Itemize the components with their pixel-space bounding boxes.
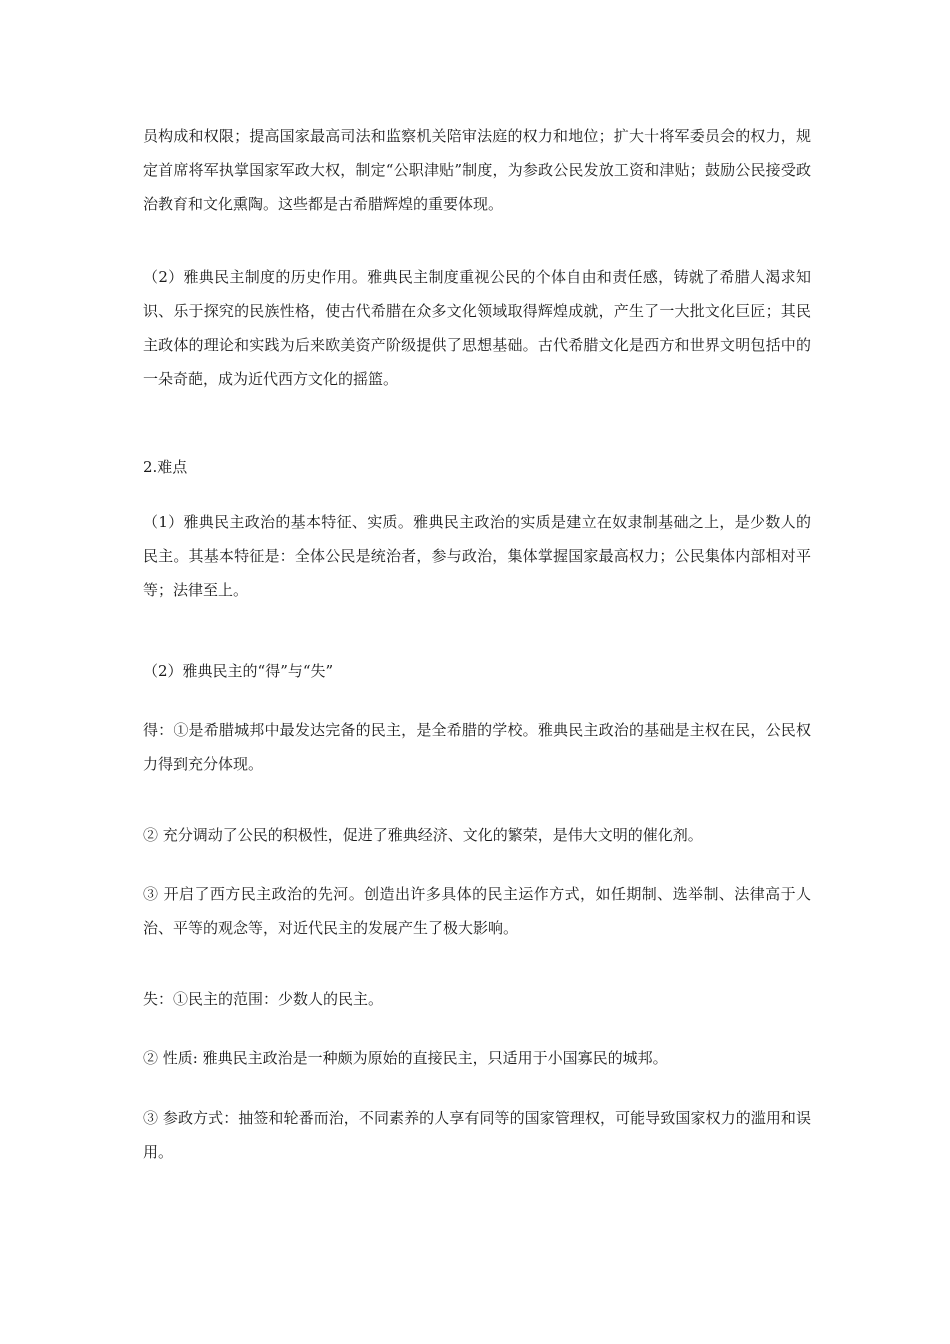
paragraph-loss-2: ② 性质: 雅典民主政治是一种颇为原始的直接民主，只适用于小国寡民的城邦。 — [143, 1049, 668, 1067]
paragraph-reform-measures: 员构成和权限；提高国家最高司法和监察机关陪审法庭的权力和地位；扩大十将军委员会的权力，规定首席将军执掌国家军政大权，制定“公职津贴”制度，为参政公民发放工资和津贴；鼓励公民接受政治教育和文化熏陶。这些都是古希腊辉煌的重要体现。 — [143, 127, 811, 213]
paragraph-features-essence: （1）雅典民主政治的基本特征、实质。雅典民主政治的实质是建立在奴隶制基础之上，是少数人的民主。其基本特征是：全体公民是统治者，参与政治，集体掌握国家最高权力；公民集体内部相对平等；法律至上。 — [143, 513, 811, 599]
paragraph-historical-role: （2）雅典民主制度的历史作用。雅典民主制度重视公民的个体自由和责任感，铸就了希腊人渴求知识、乐于探究的民族性格，使古代希腊在众多文化领域取得辉煌成就，产生了一大批文化巨匠；其民主政体的理论和实践为后来欧美资产阶级提供了思想基础。古代希腊文化是西方和世界文明包括中的一朵奇葩，成为近代西方文化的摇篮。 — [143, 268, 811, 388]
section-heading-difficulties: 2.难点 — [143, 458, 188, 476]
paragraph-gain-2: ② 充分调动了公民的积极性，促进了雅典经济、文化的繁荣，是伟大文明的催化剂。 — [143, 826, 703, 844]
paragraph-gain-1: 得：①是希腊城邦中最发达完备的民主，是全希腊的学校。雅典民主政治的基础是主权在民，公民权力得到充分体现。 — [143, 721, 811, 773]
subheading-gains-losses: （2）雅典民主的“得”与“失” — [143, 662, 334, 680]
paragraph-loss-1: 失：①民主的范围：少数人的民主。 — [143, 990, 384, 1008]
paragraph-gain-3: ③ 开启了西方民主政治的先河。创造出许多具体的民主运作方式，如任期制、选举制、法律高于人治、平等的观念等，对近代民主的发展产生了极大影响。 — [143, 885, 811, 937]
paragraph-loss-3: ③ 参政方式：抽签和轮番而治，不同素养的人享有同等的国家管理权，可能导致国家权力的滥用和误用。 — [143, 1109, 811, 1161]
